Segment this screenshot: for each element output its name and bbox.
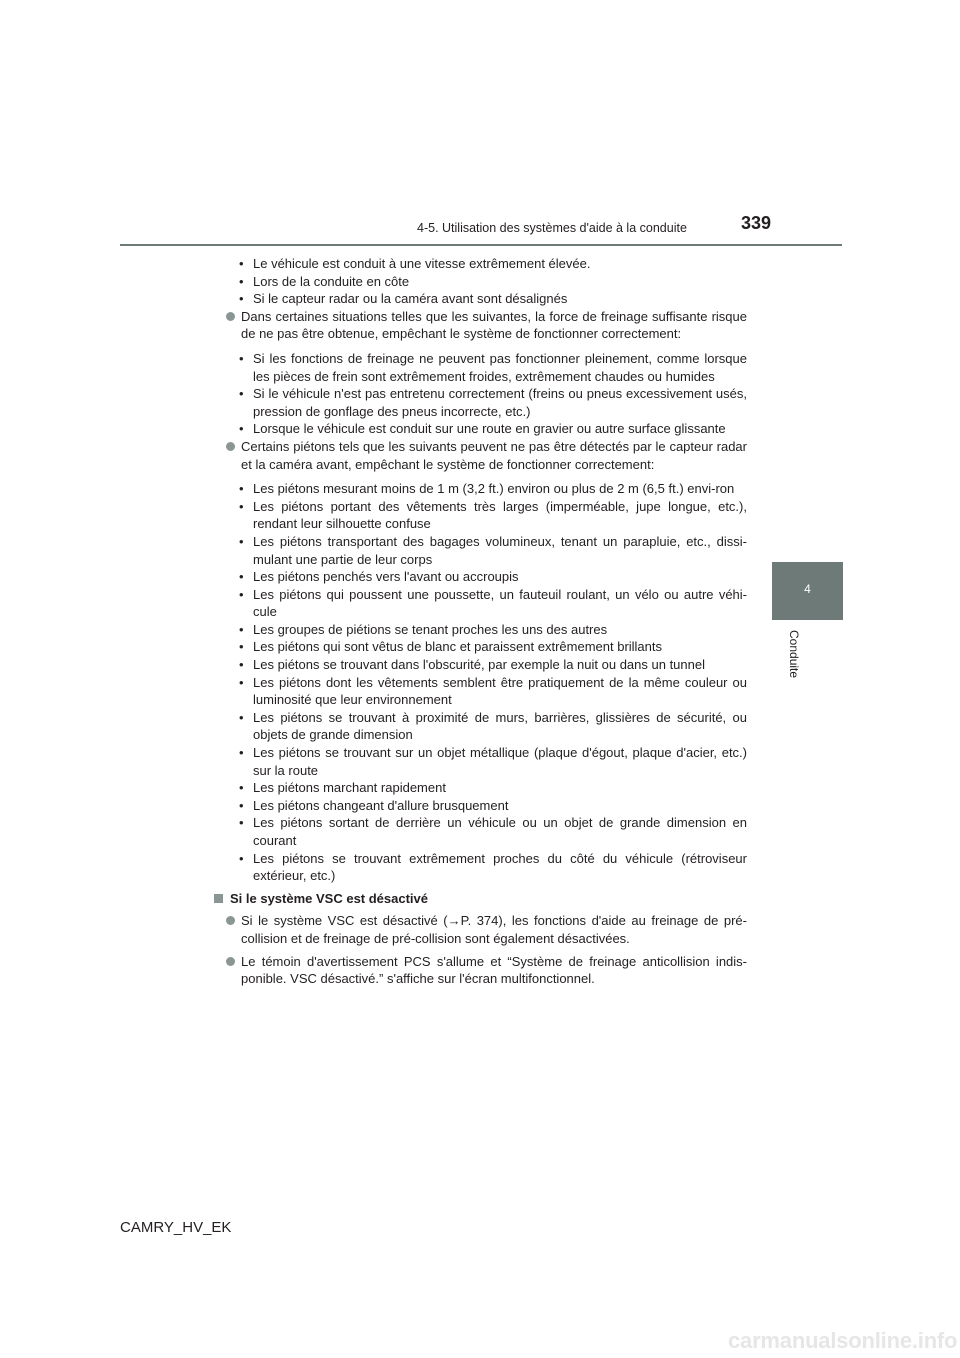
- list-item: • Lorsque le véhicule est conduit sur une route en gravier ou autre surface glissante: [239, 421, 726, 437]
- list-item: • Les piétons qui sont vêtus de blanc et paraissent extrêmement brillants: [239, 639, 663, 655]
- list-item: • Le véhicule est conduit à une vitesse extrêmement élevée.: [239, 256, 591, 271]
- list-item: • Lors de la conduite en côte: [239, 273, 410, 289]
- square-bullet-icon: [214, 894, 223, 903]
- bullet-paragraph: Si le système VSC est désactivé (→P. 374), les fonctions d'aide au freinage de pré-collision et de freinage de pré-collision sont également désactivées.: [225, 912, 747, 947]
- circle-bullet-icon: [226, 916, 235, 925]
- watermark: carmanualsonline.info: [728, 1328, 958, 1353]
- list-item: • Les piétons mesurant moins de 1 m (3,2 ft.) environ ou plus de 2 m (6,5 ft.) envi-ron: [239, 481, 735, 497]
- chapter-tab: [772, 562, 843, 620]
- list-item: • Les piétons se trouvant extrêmement proches du côté du véhicule (rétroviseur extérieur, etc.): [239, 850, 747, 884]
- list-item: • Les piétons dont les vêtements semblent être pratiquement de la même couleur ou luminosité que leur environnement: [239, 674, 747, 708]
- circle-bullet-icon: [226, 957, 235, 966]
- section-title: 4-5. Utilisation des systèmes d'aide à la conduite: [417, 221, 687, 235]
- list-item: • Les piétons qui poussent une poussette, un fauteuil roulant, un vélo ou autre véhi-cule: [239, 586, 747, 620]
- main-content: [225, 255, 747, 988]
- list-item: • Les piétons penchés vers l'avant ou accroupis: [239, 569, 519, 585]
- list-item: • Les piétons transportant des bagages volumineux, tenant un parapluie, etc., dissi-mulant une partie de leur corps: [239, 533, 747, 567]
- circle-bullet-icon: [226, 312, 235, 321]
- list-item: • Les piétons se trouvant à proximité de murs, barrières, glissières de sécurité, ou objets de grande dimension: [239, 709, 747, 743]
- header-divider: [120, 244, 842, 246]
- page-number: 339: [741, 213, 772, 233]
- list-item: • Si le capteur radar ou la caméra avant sont désalignés: [239, 291, 568, 307]
- section-heading: Si le système VSC est désactivé: [214, 890, 747, 908]
- circle-bullet-icon: [226, 442, 235, 451]
- list-item: • Les piétons changeant d'allure brusquement: [239, 797, 509, 813]
- list-item: • Les piétons se trouvant sur un objet métallique (plaque d'égout, plaque d'acier, etc.) sur la route: [239, 745, 747, 778]
- list-item: • Si le véhicule n'est pas entretenu correctement (freins ou pneus excessivement usés, pression de gonflage des pneus incorrecte, etc.): [239, 386, 747, 419]
- list-item: • Les piétons sortant de derrière un véhicule ou un objet de grande dimension en courant: [239, 815, 747, 848]
- bullet-paragraph: Le témoin d'avertissement PCS s'allume et “Système de freinage anticollision indis-ponible. VSC désactivé.” s'affiche sur l'écran multifonctionnel.: [225, 953, 747, 988]
- bullet-paragraph: Dans certaines situations telles que les suivantes, la force de freinage suffisante risque de ne pas être obtenue, empêchant le système de fonctionner correctement:: [225, 308, 747, 343]
- list-item: • Les piétons marchant rapidement: [239, 780, 446, 796]
- bullet-paragraph: Certains piétons tels que les suivants peuvent ne pas être détectés par le capteur radar et la caméra avant, empêchant le système de fonctionner correctement:: [225, 438, 747, 473]
- model-code: CAMRY_HV_EK: [120, 1219, 232, 1236]
- chapter-number: 4: [804, 582, 811, 596]
- list-item: • Les piétons portant des vêtements très larges (imperméable, jupe longue, etc.), rendant leur silhouette confuse: [239, 498, 747, 532]
- list-item: • Si les fonctions de freinage ne peuvent pas fonctionner pleinement, comme lorsque les pièces de frein sont extrêmement froides, extrêmement chaudes ou humides: [239, 350, 747, 384]
- list-item: • Les piétons se trouvant dans l'obscurité, par exemple la nuit ou dans un tunnel: [239, 657, 705, 673]
- list-item: • Les groupes de piétions se tenant proches les uns des autres: [239, 621, 608, 637]
- chapter-label: Conduite: [787, 630, 801, 679]
